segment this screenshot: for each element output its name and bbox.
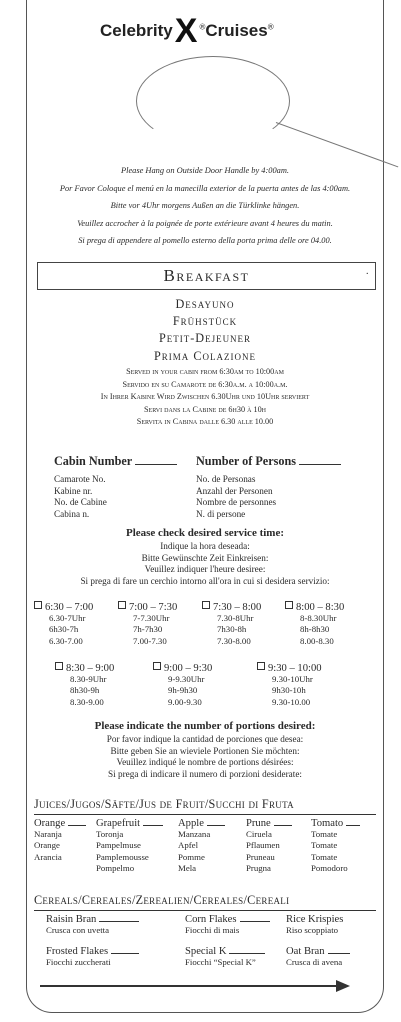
service-time-sub: Bitte Gewünschte Zeit Einkreisen: (141, 552, 269, 563)
slot-alt: 9-9.30Uhr (168, 674, 205, 684)
arrow-right-icon (336, 980, 350, 992)
qty-line[interactable] (68, 825, 86, 826)
meal-title-box (37, 262, 376, 290)
served-line: Servita in Cabina dalle 6.30 alle 10.00 (136, 417, 274, 427)
qty-line[interactable] (143, 825, 163, 826)
slot-alt: 7h-7h30 (133, 624, 163, 635)
portions-sub: Por favor indique la cantidad de porciones que desea: (106, 734, 304, 744)
cabin-sub: Cabina n. (54, 508, 90, 519)
checkbox-icon[interactable] (257, 662, 265, 670)
slot-alt: 7-7.30Uhr (133, 613, 170, 623)
slot-time: 8:00 – 8:30 (296, 602, 345, 613)
notice-line: Please Hang on Outside Door Handle by 4:00am. (121, 166, 289, 175)
service-time-sub: Indique la hora deseada: (160, 541, 250, 551)
time-slot[interactable] (285, 601, 344, 647)
translation: Petit-Dejeuner (158, 331, 252, 346)
time-slot[interactable] (202, 601, 261, 647)
translation: Prima Colazione (154, 348, 256, 363)
slot-alt: 7h30-8h (217, 624, 247, 635)
cereal-item-corn-flakes[interactable] (185, 914, 270, 936)
slot-alt: 6.30-7.00 (49, 635, 83, 646)
served-line: Served in your cabin from 6:30am to 10:00am (126, 367, 284, 376)
juice-item-apple[interactable] (178, 818, 225, 875)
cabin-number-field[interactable] (54, 452, 177, 520)
cabin-sub: No. de Cabine (54, 497, 107, 508)
portions-sub: Bitte geben Sie an wieviele Portionen Sie möchten: (110, 745, 300, 756)
juice-item-grapefruit[interactable] (96, 818, 163, 875)
celebrity-cruises-logo (100, 12, 274, 51)
cereal-name: Special K (185, 946, 227, 957)
brand-registered-2: ® (267, 22, 274, 32)
slot-alt: 9h30-10h (272, 685, 306, 696)
juice-item-tomato[interactable] (311, 818, 360, 875)
juice-alt: Pompelmo (96, 863, 135, 874)
checkbox-icon[interactable] (34, 601, 42, 609)
slot-alt: 9.00-9.30 (168, 696, 202, 707)
time-slot[interactable] (55, 662, 114, 708)
slot-alt: 9h-9h30 (168, 685, 198, 696)
slot-alt: 9.30-10Uhr (272, 674, 313, 684)
time-slot[interactable] (257, 662, 322, 708)
portions-section (30, 720, 380, 780)
qty-line[interactable] (99, 921, 139, 922)
juice-alt: Pruneau (246, 851, 275, 862)
slot-alt: 8.00-8.30 (300, 635, 334, 646)
service-time-sub: Si prega di fare un cerchio intorno all'ora in cui si desidera servizio: (80, 575, 330, 586)
persons-label: Number of Persons (196, 454, 296, 468)
number-of-persons-field[interactable] (196, 452, 341, 520)
translation: Frühstück (172, 314, 238, 329)
qty-line[interactable] (207, 825, 225, 826)
meal-translations (30, 296, 380, 365)
slot-alt: 6h30-7h (49, 624, 79, 635)
translation: Desayuno (175, 297, 235, 311)
qty-line[interactable] (229, 953, 265, 954)
slot-alt: 8h30-9h (70, 685, 100, 696)
portions-sub: Si prega di indicare il numero di porzioni desiderate: (108, 768, 302, 779)
juice-alt: Pomme (178, 851, 205, 862)
juice-alt: Pamplemousse (96, 851, 149, 862)
juices-heading: Juices/Jugos/Säfte/Jus de Fruit/Succhi di Fruta (34, 797, 294, 811)
qty-line[interactable] (111, 953, 139, 954)
persons-sub: Nombre de personnes (196, 497, 277, 508)
cabin-number-line[interactable] (135, 464, 177, 465)
slot-time: 7:00 – 7:30 (129, 602, 178, 613)
juice-name: Prune (246, 818, 271, 829)
served-times (30, 366, 380, 429)
time-slot[interactable] (34, 601, 93, 647)
served-line: Servi dans la Cabine de 6h30 à 10h (144, 404, 266, 414)
cereals-rule (34, 910, 376, 911)
cereal-alt: Crusca con uvetta (46, 925, 110, 935)
cereal-alt: Fiocchi di mais (185, 925, 240, 935)
juice-alt: Ciruela (246, 829, 272, 839)
qty-line[interactable] (274, 825, 292, 826)
cereal-name: Rice Krispies (286, 914, 344, 925)
juice-name: Grapefruit (96, 818, 141, 829)
brand-left: Celebrity (100, 21, 173, 40)
cereal-alt: Fiocchi “Special K” (185, 957, 256, 967)
cereal-alt: Fiocchi zuccherati (46, 957, 111, 967)
juice-item-prune[interactable] (246, 818, 292, 875)
cereal-item-special-k[interactable] (185, 946, 265, 968)
juice-alt: Pflaumen (246, 840, 280, 851)
slot-alt: 7.00-7.30 (133, 635, 167, 646)
time-slot[interactable] (118, 601, 177, 647)
cereal-item-rice-krispies[interactable] (286, 914, 343, 936)
qty-line[interactable] (346, 825, 360, 826)
juice-name: Orange (34, 818, 66, 829)
checkbox-icon[interactable] (55, 662, 63, 670)
slot-alt: 8h-8h30 (300, 624, 330, 635)
juice-alt: Apfel (178, 840, 199, 851)
juice-alt: Manzana (178, 829, 211, 839)
service-time-heading: Please check desired service time: (125, 527, 285, 539)
cereal-alt: Crusca di avena (286, 957, 343, 967)
checkbox-icon[interactable] (202, 601, 210, 609)
meal-title-dot: . (366, 266, 370, 277)
cereal-name: Oat Bran (286, 946, 325, 957)
slot-time: 8:30 – 9:00 (66, 663, 115, 674)
slot-alt: 6.30-7Uhr (49, 613, 86, 623)
notice-line: Por Favor Coloque el menú en la manecilla exterior de la puerta antes de las 4:00am. (59, 183, 351, 193)
served-line: In Ihrer Kabine Wird Zwischen 6.30Uhr und 10Uhr serviert (100, 392, 310, 402)
service-time-section (30, 527, 380, 587)
served-line: Servido en su Camarote de 6:30a.m. a 10:00a.m. (122, 379, 288, 389)
checkbox-icon[interactable] (285, 601, 293, 609)
juice-alt: Pampelmuse (96, 840, 141, 851)
cereal-item-raisin-bran[interactable] (46, 914, 139, 936)
qty-line[interactable] (328, 953, 350, 954)
juice-name: Apple (178, 818, 204, 829)
cereals-heading: Cereals/Cereales/Zerealien/Cereales/Cereali (34, 893, 290, 907)
cereal-name: Raisin Bran (46, 914, 97, 925)
slot-alt: 9.30-10.00 (272, 696, 311, 707)
persons-line[interactable] (299, 464, 341, 465)
notice-line: Veuillez accrocher à la poignée de porte extérieure avant 4 heures du matin. (77, 218, 333, 228)
slot-alt: 7.30-8Uhr (217, 613, 254, 623)
slot-alt: 8.30-9Uhr (70, 674, 107, 684)
hang-instructions (30, 162, 380, 250)
juice-alt: Toronja (96, 829, 124, 839)
persons-sub: Anzahl der Personen (196, 485, 273, 496)
juice-alt: Arancia (34, 851, 62, 862)
cereal-name: Frosted Flakes (46, 946, 109, 957)
juice-alt: Mela (178, 863, 197, 874)
brand-registered: ® (199, 22, 206, 32)
cereal-name: Corn Flakes (185, 914, 237, 925)
slot-time: 6:30 – 7:00 (45, 602, 94, 613)
qty-line[interactable] (240, 921, 270, 922)
juice-alt: Tomate (311, 851, 338, 862)
cereal-alt: Riso scoppiato (286, 925, 339, 935)
juice-item-orange[interactable] (34, 818, 86, 863)
juice-alt: Naranja (34, 829, 62, 839)
slot-time: 7:30 – 8:00 (213, 602, 262, 613)
juices-rule (34, 814, 376, 815)
meal-title: Breakfast (163, 266, 250, 285)
juice-name: Tomato (311, 818, 344, 829)
juice-alt: Prugna (246, 863, 271, 874)
cabin-sub: Camarote No. (54, 474, 106, 484)
brand-right: Cruises (205, 21, 268, 40)
portions-heading: Please indicate the number of portions desired: (94, 720, 316, 732)
portions-sub: Veuillez indiqué le nombre de portions désirées: (116, 757, 294, 768)
service-time-sub: Veuillez indiquer l'heure desiree: (144, 564, 266, 575)
juice-alt: Orange (34, 840, 60, 851)
time-slot[interactable] (153, 662, 212, 708)
slot-alt: 7.30-8.00 (217, 635, 251, 646)
arrow-line (40, 985, 340, 987)
slot-time: 9:00 – 9:30 (164, 663, 213, 674)
checkbox-icon[interactable] (118, 601, 126, 609)
juice-alt: Tomate (311, 829, 338, 839)
juice-alt: Tomate (311, 840, 338, 851)
door-handle-cutout (136, 56, 290, 146)
persons-sub: No. de Personas (196, 474, 256, 484)
cabin-number-label: Cabin Number (54, 454, 133, 468)
cereal-item-oat-bran[interactable] (286, 946, 350, 968)
notice-line: Bitte vor 4Uhr morgens Außen an die Türklinke hängen. (110, 201, 300, 211)
checkbox-icon[interactable] (153, 662, 161, 670)
juice-alt: Pomodoro (311, 863, 348, 874)
cabin-sub: Kabine nr. (54, 485, 93, 496)
slot-alt: 8.30-9.00 (70, 696, 104, 707)
x-logo-icon: X (174, 12, 198, 50)
persons-sub: N. di persone (196, 508, 246, 519)
notice-line: Si prega di appendere al pomello esterno della porta prima delle ore 04.00. (78, 236, 332, 246)
slot-alt: 8-8.30Uhr (300, 613, 337, 623)
slot-time: 9:30 – 10:00 (268, 663, 322, 674)
cereal-item-frosted-flakes[interactable] (46, 946, 139, 968)
